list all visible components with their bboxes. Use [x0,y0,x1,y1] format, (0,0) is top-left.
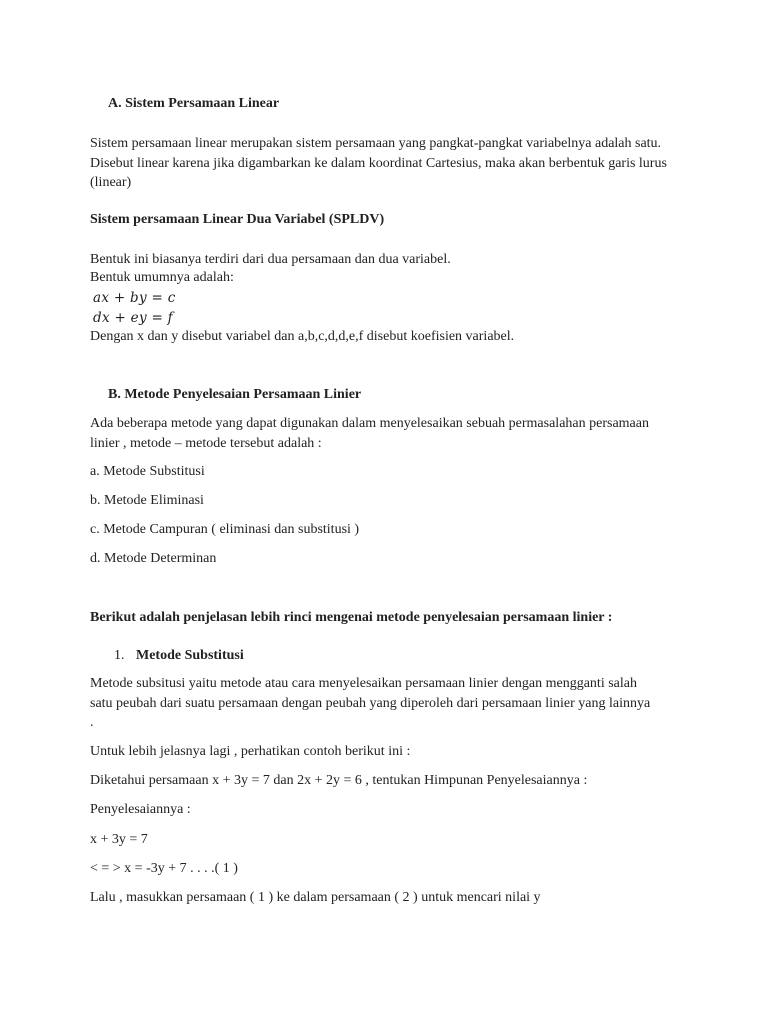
detail-heading: Berikut adalah penjelasan lebih rinci mengenai metode penyelesaian persamaan linier : [90,610,613,625]
substitution-description: Metode subsitusi yaitu metode atau cara menyelesaikan persamaan linier dengan mengganti salah satu peubah dari suatu persamaan dengan peubah yang diperoleh dari persamaan linier yang lainnya . [90,676,651,730]
equation-2: dx + ey = f [93,310,173,326]
section-b-intro: Ada beberapa metode yang dapat digunakan dalam menyelesaikan sebuah permasalahan persamaan linier , metode – metode tersebut adalah : [90,416,649,451]
solution-step-2: < = > x = -3y + 7 . . . .( 1 ) [90,861,238,876]
spldv-note: Dengan x dan y disebut variabel dan a,b,c,d,d,e,f disebut koefisien variabel. [90,329,515,344]
example-given: Diketahui persamaan x + 3y = 7 dan 2x + 2y = 6 , tentukan Himpunan Penyelesaiannya : [90,773,588,788]
method-item: a. Metode Substitusi [90,464,205,479]
section-a-heading: A. Sistem Persamaan Linear [108,96,280,111]
solution-step-1: x + 3y = 7 [90,832,148,847]
spldv-title: Sistem persamaan Linear Dua Variabel (SPLDV) [90,212,385,227]
spldv-line-2: Bentuk umumnya adalah: [90,270,234,285]
method-item: c. Metode Campuran ( eliminasi dan substitusi ) [90,522,360,537]
method-item: b. Metode Eliminasi [90,493,204,508]
method-item: d. Metode Determinan [90,551,217,566]
equation-1: ax + by = c [93,290,176,306]
spldv-line-1: Bentuk ini biasanya terdiri dari dua persamaan dan dua variabel. [90,252,451,267]
section-a-intro: Sistem persamaan linear merupakan sistem persamaan yang pangkat-pangkat variabelnya adalah satu. Disebut linear karena jika digambarkan ke dalam koordinat Cartesius, maka akan berbentuk garis lurus (linear) [90,136,667,190]
example-intro: Untuk lebih jelasnya lagi , perhatikan contoh berikut ini : [90,744,411,759]
substitution-title: Metode Substitusi [136,648,244,663]
solution-step-3: Lalu , masukkan persamaan ( 1 ) ke dalam persamaan ( 2 ) untuk mencari nilai y [90,890,541,905]
substitution-number: 1. [114,648,125,663]
solution-label: Penyelesaiannya : [90,802,191,817]
section-b-heading: B. Metode Penyelesaian Persamaan Linier [108,387,362,402]
